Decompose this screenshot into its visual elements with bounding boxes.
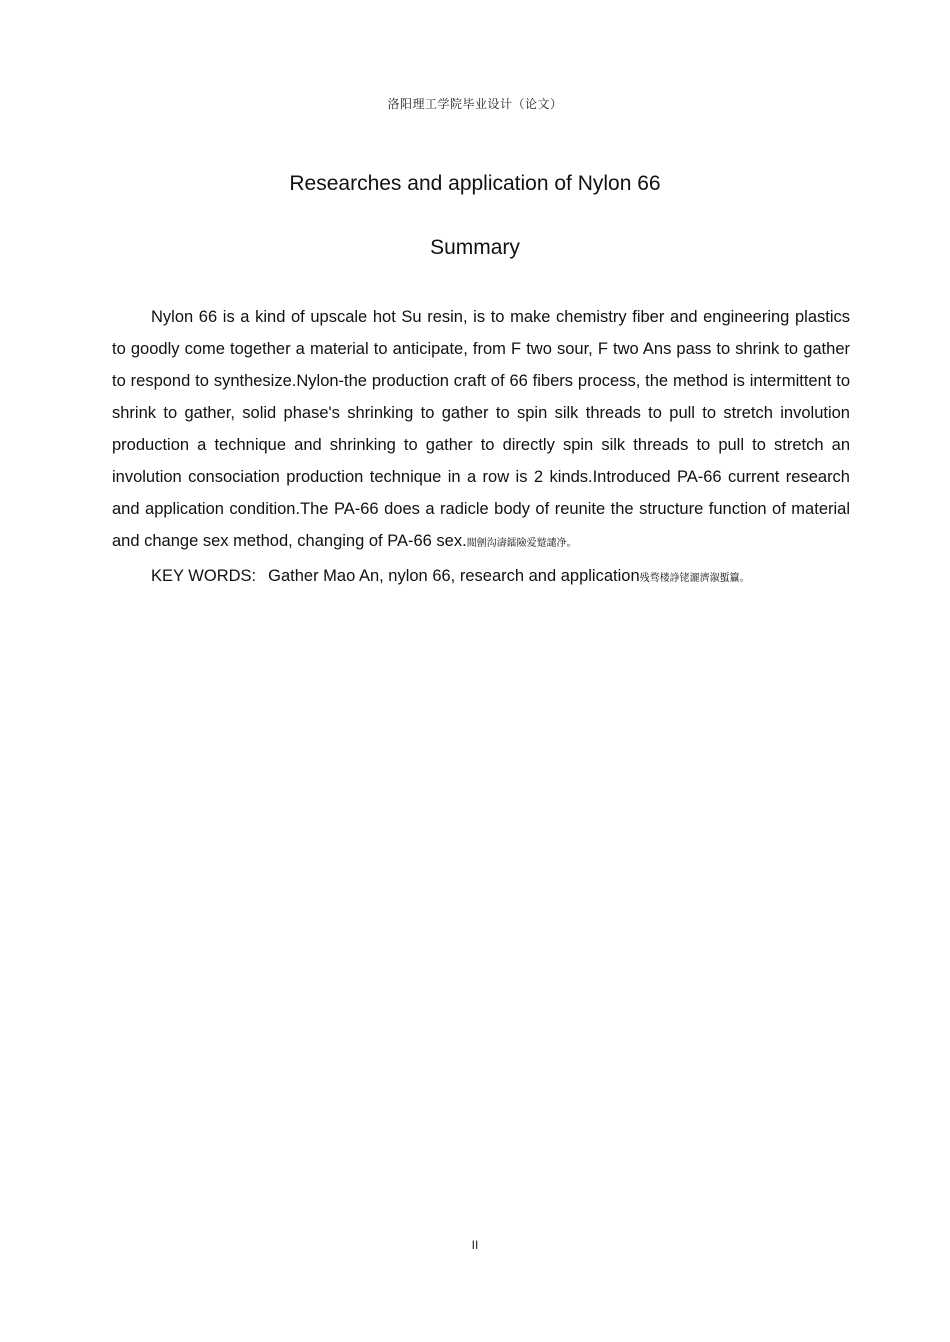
keywords-label: KEY WORDS:: [151, 567, 257, 585]
keywords-paragraph: [112, 560, 850, 595]
page-number: II: [471, 1238, 479, 1252]
abstract-body: [112, 301, 850, 595]
keywords-text: Gather Mao An, nylon 66, research and application: [268, 567, 640, 585]
running-header: 洛阳理工学院毕业设计（论文）: [387, 97, 563, 111]
paper-title: Researches and application of Nylon 66: [289, 172, 661, 195]
abstract-text: Nylon 66 is a kind of upscale hot Su resin, is to make chemistry fiber and engineering plastics to goodly come together a material to anticipate, from F two sour, F two Ans pass to shrink to gather to respond to synthesize.Nylon-the production craft of 66 fibers process, the method is intermittent to shrink to gather, solid phase's shrinking to gather to spin silk threads to pull to stretch involution production a technique and shrinking to gather to directly spin silk threads to pull to stretch an involution consociation production technique in a row is 2 kinds.Introduced PA-66 current research and application condition.The PA-66 does a radicle body of reunite the structure function of material and change sex method, changing of PA-66 sex.: [112, 308, 850, 550]
keywords-garbled-text: 残骛楼諍铑灑濟溆蟴籯。: [639, 573, 750, 584]
section-heading: Summary: [430, 236, 520, 259]
abstract-garbled-text: 閲劊沟濤鐳險爱蹵譴净。: [466, 538, 577, 549]
abstract-paragraph: [112, 301, 850, 560]
